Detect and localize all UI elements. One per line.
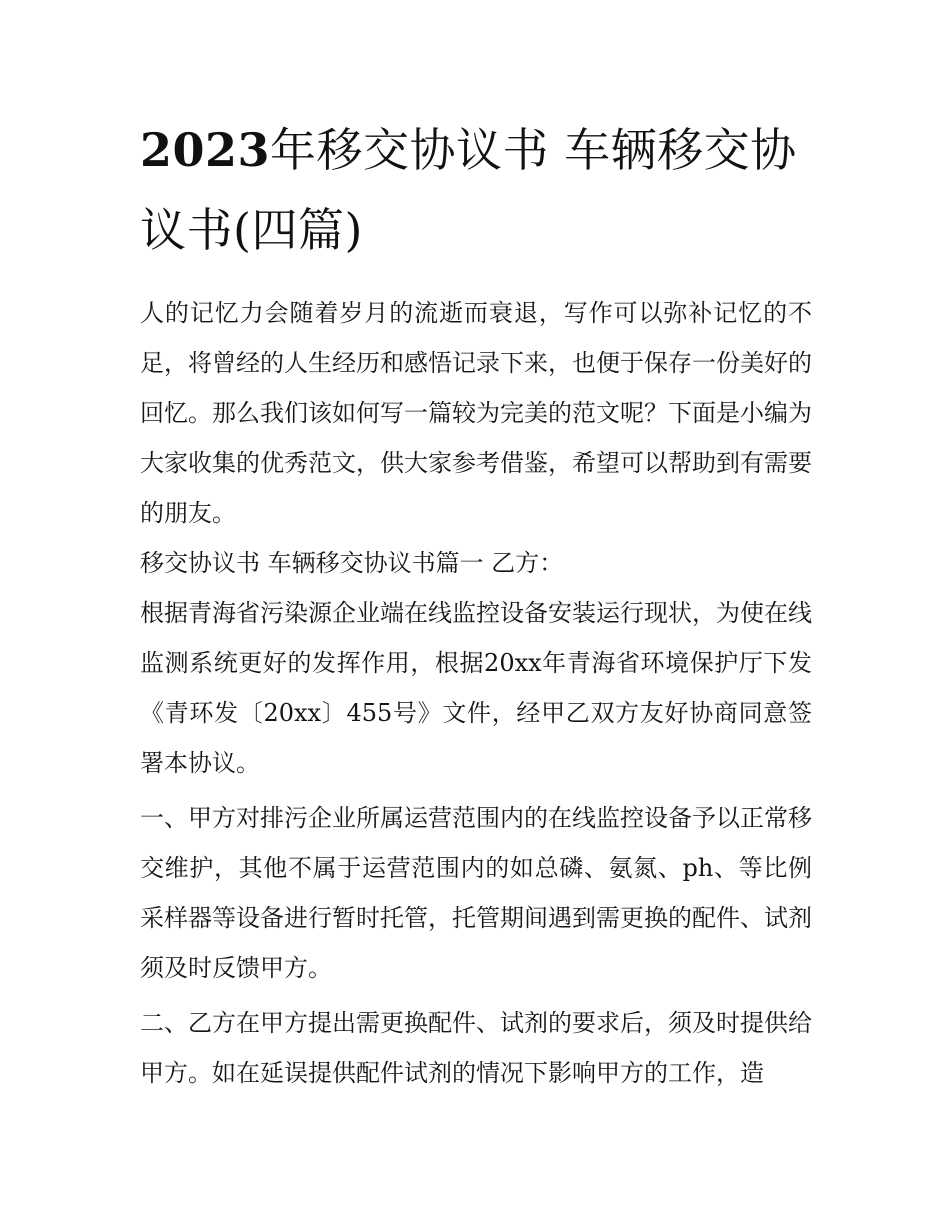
document-body bbox=[140, 110, 812, 1098]
clause-two-paragraph: 二、乙方在甲方提出需更换配件、试剂的要求后，须及时提供给甲方。如在延误提供配件试剂的情况下影响甲方的工作，造 bbox=[140, 1009, 812, 1087]
clause-one-paragraph: 一、甲方对排污企业所属运营范围内的在线监控设备予以正常移交维护，其他不属于运营范围内的如总磷、氨氮、ph、等比例采样器等设备进行暂时托管，托管期间遇到需更换的配件、试剂须及时反馈甲方。 bbox=[140, 804, 812, 982]
body-paragraph: 根据青海省污染源企业端在线监控设备安装运行现状，为使在线监测系统更好的发挥作用，根据20xx年青海省环境保护厅下发《青环发〔20xx〕455号》文件，经甲乙双方友好协商同意签署本协议。 bbox=[140, 599, 812, 777]
title-year: 2023 bbox=[140, 123, 271, 177]
title-text: 年移交协议书 车辆移交协议书(四篇) bbox=[140, 123, 797, 257]
intro-paragraph: 人的记忆力会随着岁月的流逝而衰退，写作可以弥补记忆的不足，将曾经的人生经历和感悟记录下来，也便于保存一份美好的回忆。那么我们该如何写一篇较为完美的范文呢？下面是小编为大家收集的优秀范文，供大家参考借鉴，希望可以帮助到有需要的朋友。 bbox=[140, 299, 812, 527]
section-heading: 移交协议书 车辆移交协议书篇一 乙方： bbox=[140, 549, 564, 577]
document-title bbox=[140, 110, 812, 270]
